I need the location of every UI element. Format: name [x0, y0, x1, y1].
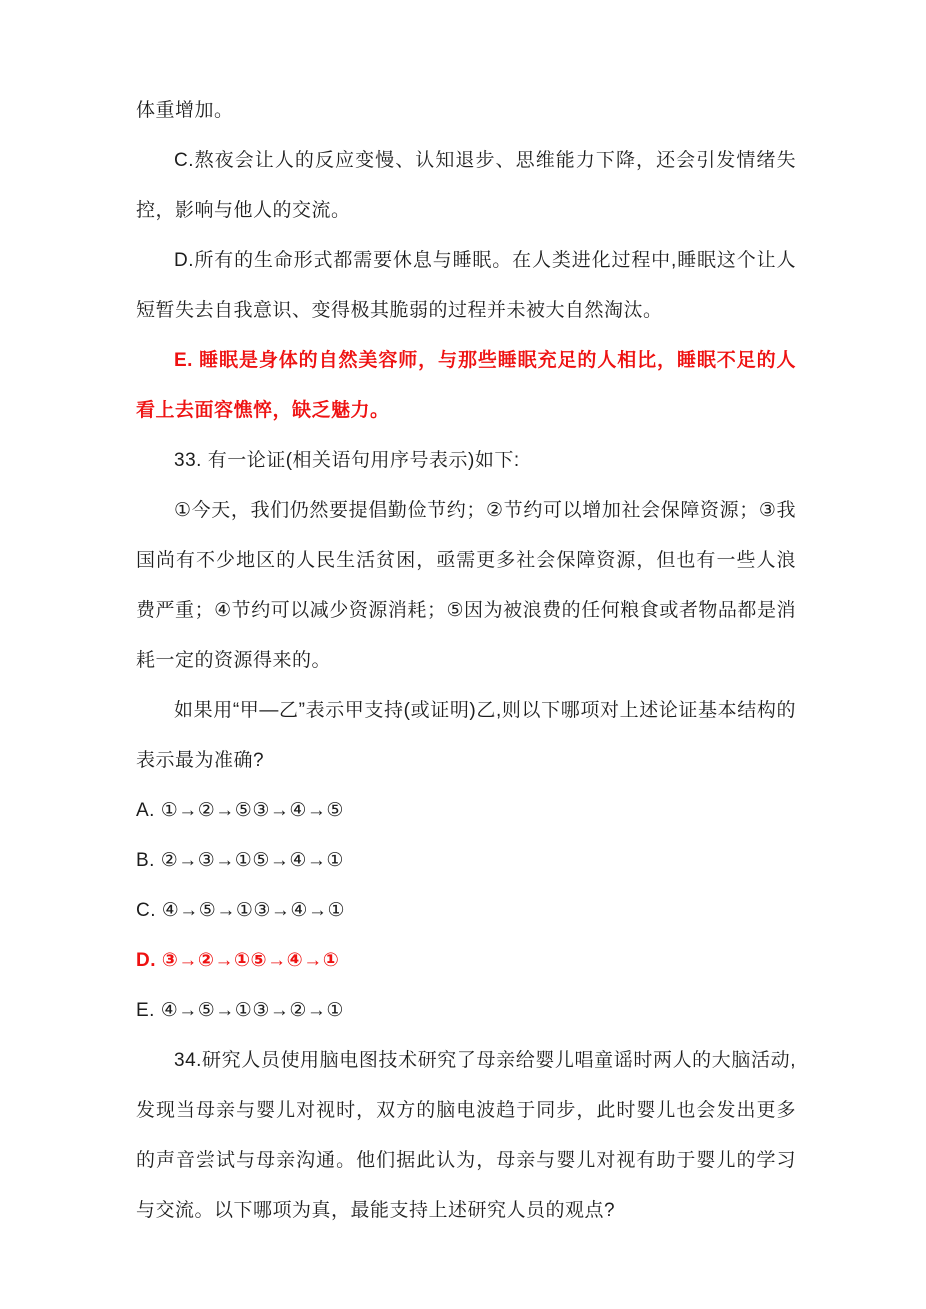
question-33-option-e: E. ④→⑤→①③→②→① — [136, 1000, 344, 1021]
question-34-stem: 34.研究人员使用脑电图技术研究了母亲给婴儿唱童谣时两人的大脑活动,发现当母亲与婴儿对视时，双方的脑电波趋于同步，此时婴儿也会发出更多的声音尝试与母亲沟通。他们据此认为，母亲与婴儿对视有助于婴儿的学习与交流。以下哪项为真，最能支持上述研究人员的观点? — [136, 1050, 796, 1221]
question-33-stem: 33. 有一论证(相关语句用序号表示)如下: — [174, 450, 520, 471]
question-33-option-b: B. ②→③→①⑤→④→① — [136, 850, 344, 871]
choice-c-text: C.熬夜会让人的反应变慢、认知退步、思维能力下降，还会引发情绪失控，影响与他人的交流。 — [136, 150, 796, 221]
continuation-line-weight-gain: 体重增加。 — [136, 100, 234, 121]
question-33-option-c: C. ④→⑤→①③→④→① — [136, 900, 345, 921]
choice-e-text-highlighted: E. 睡眠是身体的自然美容师，与那些睡眠充足的人相比，睡眠不足的人看上去面容憔悴，缺乏魅力。 — [136, 350, 796, 421]
question-33-option-d-highlighted: D. ③→②→①⑤→④→① — [136, 950, 340, 971]
question-33-option-a: A. ①→②→⑤③→④→⑤ — [136, 800, 344, 821]
question-33-argument-sentences: ①今天，我们仍然要提倡勤俭节约；②节约可以增加社会保障资源；③我国尚有不少地区的人民生活贫困，亟需更多社会保障资源，但也有一些人浪费严重；④节约可以减少资源消耗；⑤因为被浪费的任何粮食或者物品都是消耗一定的资源得来的。 — [136, 500, 796, 671]
exam-document-page — [136, 86, 796, 1236]
choice-d-text: D.所有的生命形式都需要休息与睡眠。在人类进化过程中,睡眠这个让人短暂失去自我意识、变得极其脆弱的过程并未被大自然淘汰。 — [136, 250, 796, 321]
question-33-prompt: 如果用“甲—乙”表示甲支持(或证明)乙,则以下哪项对上述论证基本结构的表示最为准确? — [136, 700, 796, 771]
